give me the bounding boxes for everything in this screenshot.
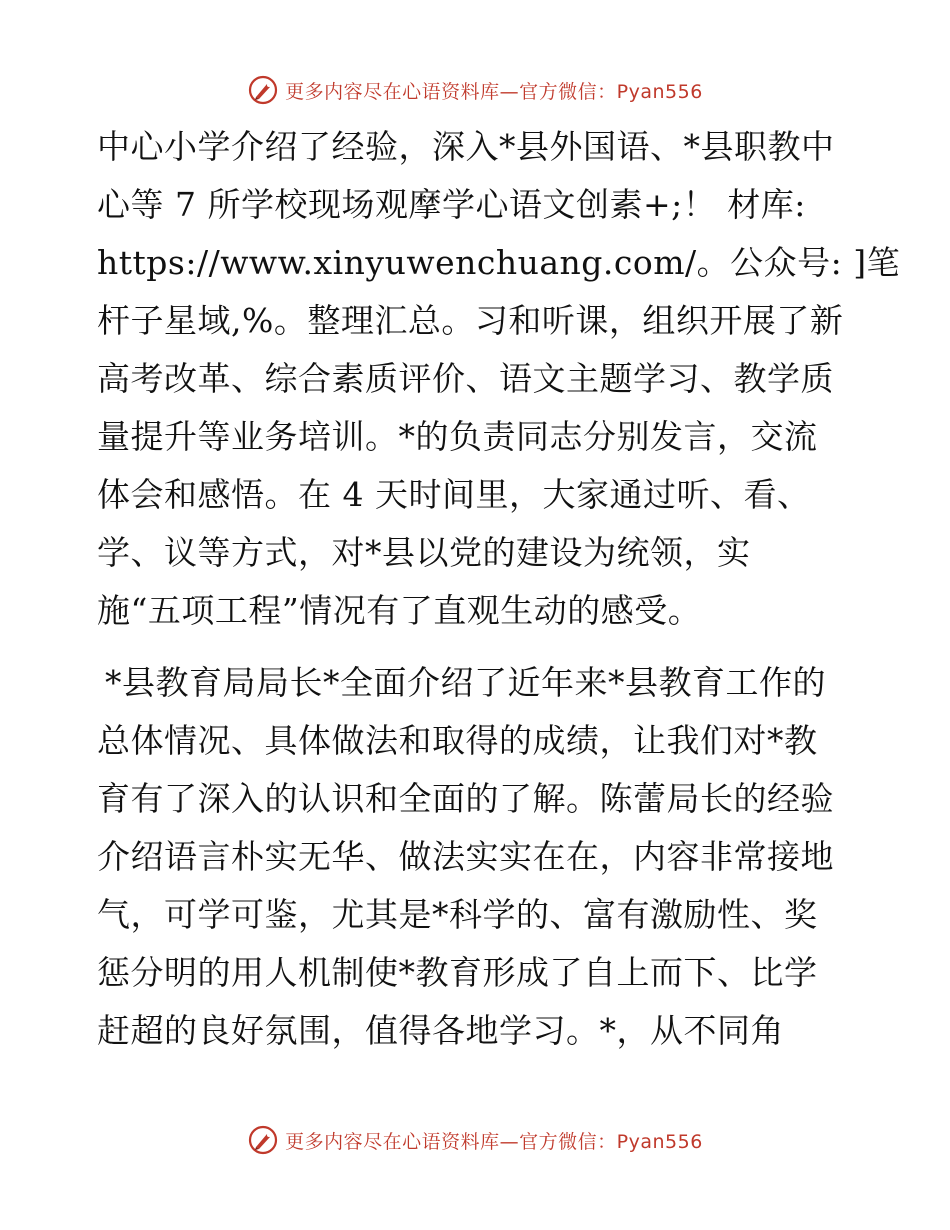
banner-inner	[247, 1124, 703, 1156]
text-line: *县教育局局长*全面介绍了近年来*县教育工作的	[105, 663, 826, 702]
banner-text: 更多内容尽在心语资料库—官方微信：Pyan556	[285, 80, 703, 103]
text-line: https://www.xinyuwenchuang.com/。公众号: ]笔	[97, 243, 901, 282]
text-line: 高考改革、综合素质评价、语文主题学习、教学质	[97, 359, 834, 398]
pen-logo-icon	[247, 1124, 279, 1156]
text-line: 施“五项工程”情况有了直观生动的感受。	[97, 591, 702, 630]
paragraph-gap	[97, 640, 857, 654]
header-banner	[0, 70, 950, 110]
text-line: 育有了深入的认识和全面的了解。陈蕾局长的经验	[97, 779, 834, 818]
paragraph-1	[97, 118, 901, 640]
text-line: 体会和感悟。在 4 天时间里，大家通过听、看、	[97, 475, 811, 514]
text-line: 量提升等业务培训。*的负责同志分别发言，交流	[97, 417, 818, 456]
text-line: 学、议等方式，对*县以党的建设为统领，实	[97, 533, 751, 572]
text-line: 杆子星域,%。整理汇总。习和听课，组织开展了新	[97, 301, 844, 340]
pen-logo-icon	[247, 74, 279, 106]
text-line: 介绍语言朴实无华、做法实实在在，内容非常接地	[97, 837, 834, 876]
text-line: 总体情况、具体做法和取得的成绩，让我们对*教	[97, 721, 818, 760]
text-line: 赶超的良好氛围，值得各地学习。*，从不同角	[97, 1011, 784, 1050]
text-line: 气，可学可鉴，尤其是*科学的、富有激励性、奖	[97, 895, 818, 934]
text-line: 惩分明的用人机制使*教育形成了自上而下、比学	[97, 953, 818, 992]
text-line: 中心小学介绍了经验，深入*县外国语、*县职教中	[97, 127, 835, 166]
banner-inner	[247, 74, 703, 106]
document-body	[97, 118, 901, 1060]
text-line: 心等 7 所学校现场观摩学心语文创素+;！ 材库:	[97, 185, 806, 224]
paragraph-2	[97, 654, 857, 1060]
banner-text: 更多内容尽在心语资料库—官方微信：Pyan556	[285, 1130, 703, 1153]
footer-banner	[0, 1120, 950, 1160]
